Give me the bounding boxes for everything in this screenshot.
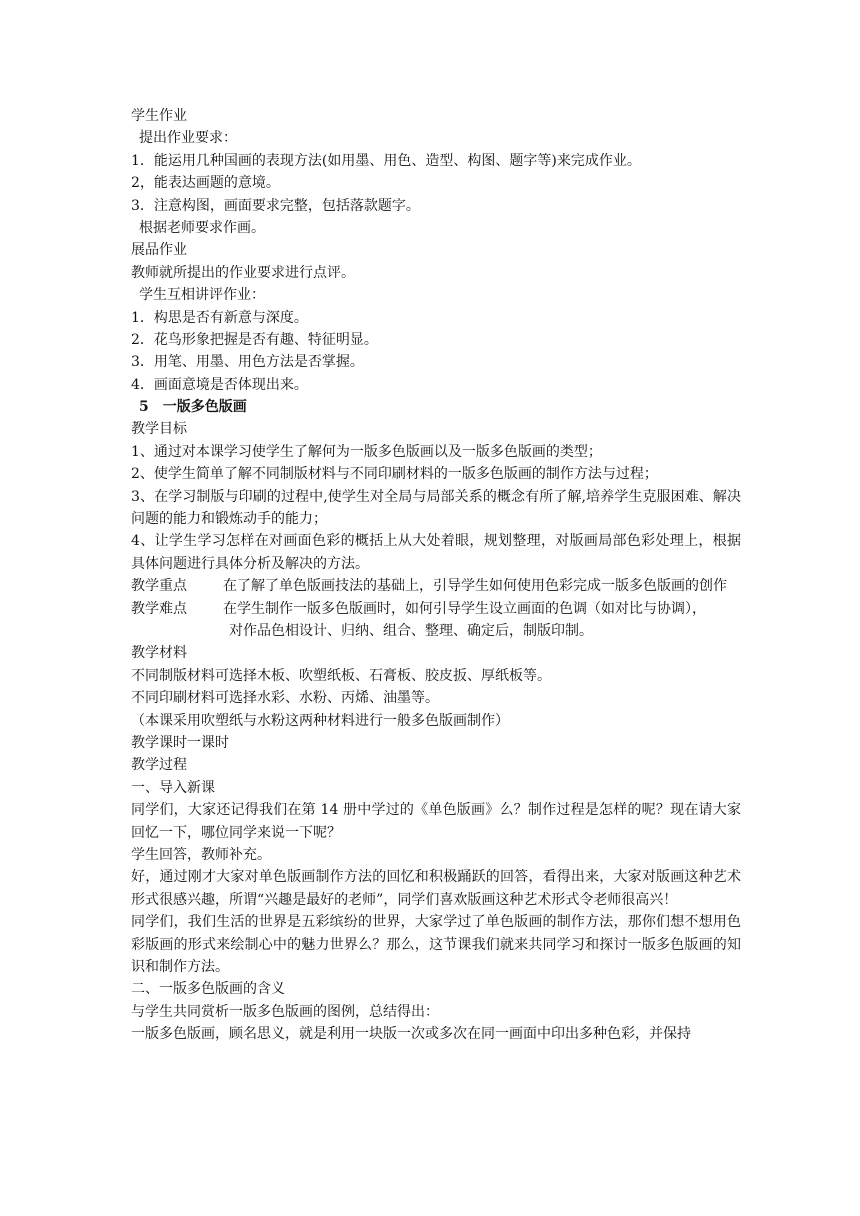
key-point-label: 教学重点 — [131, 578, 187, 595]
section2-title: 二、一版多色版画的含义 — [131, 981, 285, 998]
teacher-comment: 教师就所提出的作业要求进行点评。 — [131, 264, 355, 281]
section1-paragraph: 学生回答，教师补充。 — [131, 847, 271, 864]
section2-paragraph: 一版多色版画，顾名思义，就是利用一块版一次或多次在同一画面中印出多种色彩，并保持 — [131, 1026, 691, 1043]
material-item: 不同印刷材料可选择水彩、水粉、丙烯、油墨等。 — [131, 690, 439, 707]
difficulty-label: 教学难点 — [131, 600, 187, 617]
material-item: 不同制版材料可选择木板、吹塑纸板、石膏板、胶皮扳、厚纸板等。 — [131, 667, 551, 684]
goal-item: 1、通过对本课学习使学生了解何为一版多色版画以及一版多色版画的类型； — [131, 443, 602, 460]
criteria-item: 3．用笔、用墨、用色方法是否掌握。 — [131, 354, 364, 371]
difficulty-text: 在学生制作一版多色版画时，如何引导学生设立画面的色调（如对比与协调）， — [223, 600, 706, 617]
section1-title: 一、导入新课 — [131, 779, 215, 796]
criteria-item: 4．画面意境是否体现出来。 — [131, 376, 308, 393]
goal-item: 3、在学习制版与印刷的过程中,使学生对全局与局部关系的概念有所了解,培养学生克服困难、解决问题的能力和锻炼动手的能力； — [131, 488, 741, 528]
criteria-item: 2．花鸟形象把握是否有趣、特征明显。 — [131, 331, 378, 348]
section1-paragraph: 同学们，大家还记得我们在第 14 册中学过的《单色版画》么？制作过程是怎样的呢？现在请大家回忆一下，哪位同学来说一下呢？ — [131, 802, 741, 841]
requirement-item: 2，能表达画题的意境。 — [131, 175, 280, 192]
process-title: 教学过程 — [131, 757, 187, 774]
requirement-item: 3．注意构图，画面要求完整，包括落款题字。 — [131, 197, 420, 214]
section2-paragraph: 与学生共同赏析一版多色版画的图例，总结得出： — [131, 1003, 439, 1020]
requirements-title: 提出作业要求： — [139, 130, 237, 147]
materials-title: 教学材料 — [131, 645, 187, 662]
requirement-item: 1．能运用几种国画的表现方法(如用墨、用色、造型、构图、题字等)来完成作业。 — [131, 152, 641, 169]
homework-title: 学生作业 — [131, 108, 187, 124]
document-page — [131, 105, 741, 1046]
peer-review-title: 学生互相讲评作业： — [139, 287, 265, 304]
goal-item: 4、让学生学习怎样在对画面色彩的概括上从大处着眼，规划整理，对版画局部色彩处理上，根据具体问题进行具体分析及解决的方法。 — [131, 533, 741, 572]
difficulty-row — [131, 598, 741, 620]
homework-follow: 根据老师要求作画。 — [139, 219, 265, 236]
lesson-heading: 5 一版多色版画 — [139, 399, 247, 416]
goal-item: 2、使学生简单了解不同制版材料与不同印刷材料的一版多色版画的制作方法与过程； — [131, 466, 658, 483]
key-point-row — [131, 575, 741, 597]
section1-paragraph: 好，通过刚才大家对单色版画制作方法的回忆和积极踊跃的回答，看得出来，大家对版画这种艺术形式很感兴趣，所谓“兴趣是最好的老师”，同学们喜欢版画这种艺术形式令老师很高兴！ — [131, 869, 741, 908]
exhibit-title: 展品作业 — [131, 242, 187, 259]
section1-paragraph: 同学们，我们生活的世界是五彩缤纷的世界，大家学过了单色版画的制作方法，那你们想不想用色彩版画的形式来绘制心中的魅力世界么？那么，这节课我们就来共同学习和探讨一版多色版画的知识和制作方法。 — [131, 914, 741, 976]
lesson-hours: 教学课时一课时 — [131, 735, 229, 752]
goals-title: 教学目标 — [131, 421, 187, 438]
criteria-item: 1．构思是否有新意与深度。 — [131, 309, 308, 326]
material-item: （本课采用吹塑纸与水粉这两种材料进行一般多色版画制作） — [131, 712, 509, 729]
difficulty-continuation: 对作品色相设计、归纳、组合、整理、确定后，制版印制。 — [229, 623, 593, 640]
key-point-text: 在了解了单色版画技法的基础上，引导学生如何使用色彩完成一版多色版画的创作 — [223, 578, 727, 595]
